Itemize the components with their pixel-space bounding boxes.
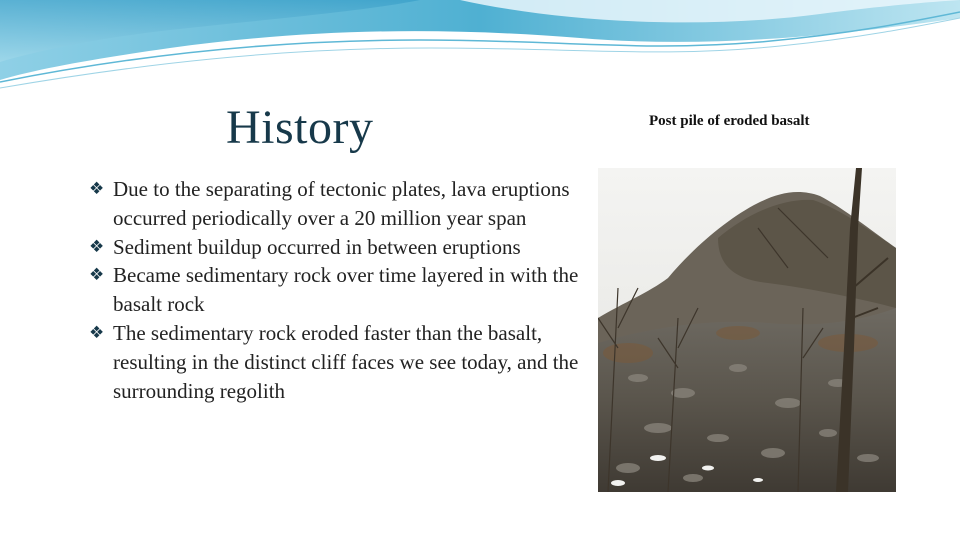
image-caption: Post pile of eroded basalt: [649, 113, 810, 129]
bullet-item: [89, 319, 589, 405]
basalt-cliff-photo: [598, 168, 896, 492]
diamond-bullet-icon: ❖: [89, 322, 105, 343]
bullet-text: Became sedimentary rock over time layered in with the basalt rock: [113, 263, 579, 317]
diamond-bullet-icon: ❖: [89, 236, 105, 257]
decorative-wave-banner: [0, 0, 960, 100]
slide-title: History: [226, 101, 374, 154]
diamond-bullet-icon: ❖: [89, 179, 105, 199]
bullet-text: Due to the separating of tectonic plates, lava eruptions occurred periodically over a 20 million year span: [113, 177, 570, 230]
diamond-bullet-icon: ❖: [89, 265, 105, 286]
bullet-item: [89, 261, 589, 319]
bullet-text: Sediment buildup occurred in between eruptions: [113, 234, 521, 259]
bullet-text: The sedimentary rock eroded faster than the basalt, resulting in the distinct cliff faces we see today, and the surrounding regolith: [113, 320, 579, 403]
bullet-list: [89, 175, 589, 405]
bullet-item: [89, 233, 589, 262]
bullet-item: [89, 175, 589, 233]
